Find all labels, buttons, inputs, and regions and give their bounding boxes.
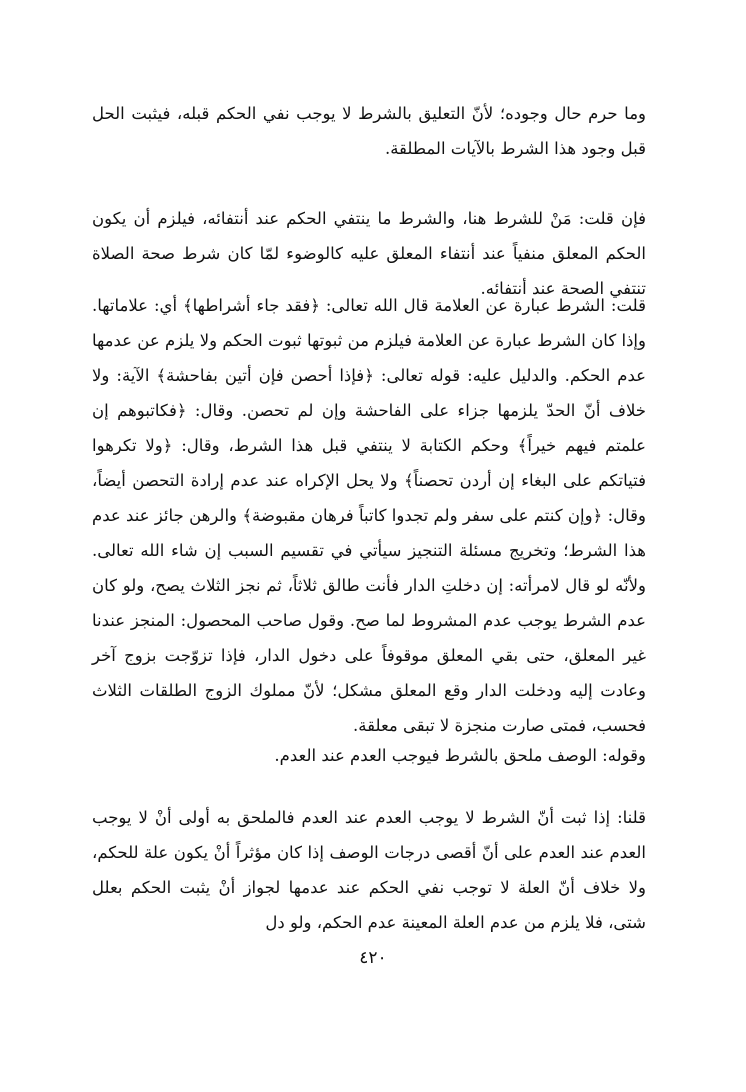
- paragraph-conditional-ruling: وما حرم حال وجوده؛ لأنّ التعليق بالشرط لا يوجب نفي الحكم قبله، فيثبت الحل قبل وجود هذا الشرط بالآيات المطلقة.: [92, 104, 646, 158]
- page-number: ٤٢٠: [359, 948, 387, 968]
- paragraph-description-claim: وقوله: الوصف ملحق بالشرط فيوجب العدم عند العدم.: [274, 746, 646, 765]
- paragraph-objection: فإن قلت: مَنْ للشرط هنا، والشرط ما ينتفي الحكم عند أنتفائه، فيلزم أن يكون الحكم المعلق منفياً عند أنتفاء المعلق عليه كالوضوء لمّا كان شرط صحة الصلاة تنتفي الصحة عند أنتفائه.: [92, 209, 646, 298]
- paragraph-condition-as-sign: قلت: الشرط عبارة عن العلامة قال الله تعالى: ﴿فقد جاء أشراطها﴾ أي: علاماتها. وإذا كان الشرط عبارة عن العلامة فيلزم من ثبوتها ثبوت الحكم ولا يلزم عن عدمها عدم الحكم. والدليل عليه: قوله تعالى: ﴿فإذا أحصن فإن أتين بفاحشة﴾ الآية: ولا خلاف أنّ الحدّ يلزمها جزاء على الفاحشة وإن لم تحصن. وقال: ﴿فكاتبوهم إن علمتم فيهم خيراً﴾ وحكم الكتابة لا ينتفي قبل هذا الشرط، وقال: ﴿ولا تكرهوا فتياتكم على البغاء إن أردن تحصناً﴾ ولا يحل الإكراه عند عدم إرادة التحصن أيضاً، وقال: ﴿وإن كنتم على سفر ولم تجدوا كاتباً فرهان مقبوضة﴾ والرهن جائز عند عدم هذا الشرط؛ وتخريج مسئلة التنجيز سيأتي في تقسيم السبب إن شاء الله تعالى. ولأنّه لو قال لامرأته: إن دخلتِ الدار فأنت طالق ثلاثاً، ثم نجز الثلاث يصح، ولو كان عدم الشرط يوجب عدم المشروط لما صح. وقول صاحب المحصول: المنجز عندنا غير المعلق، حتى بقي المعلق موقوفاً على دخول الدار، فإذا تزوّجت بزوج آخر وعادت إليه ودخلت الدار وقع المعلق مشكل؛ لأنّ مملوك الزوج الطلقات الثلاث فحسب، فمتى صارت منجزة لا تبقى معلقة.: [92, 296, 646, 735]
- paragraph-reply: قلنا: إذا ثبت أنّ الشرط لا يوجب العدم عند العدم فالملحق به أولى أنْ لا يوجب العدم عند العدم على أنّ أقصى درجات الوصف إذا كان مؤثراً أنْ يكون علة للحكم، ولا خلاف أنّ العلة لا توجب نفي الحكم عند عدمها لجواز أنْ يثبت الحكم بعلل شتى، فلا يلزم من عدم العلة المعينة عدم الحكم، ولو دل: [92, 808, 646, 932]
